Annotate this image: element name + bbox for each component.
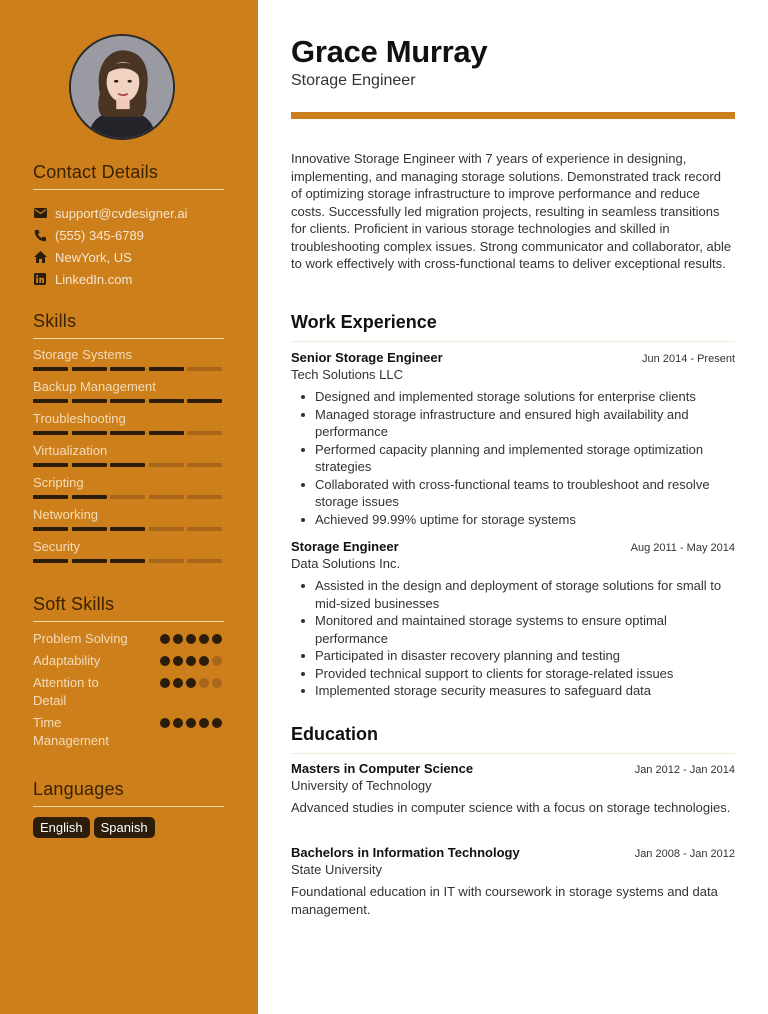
- skill-level-segment: [149, 367, 184, 371]
- contact-section: [33, 162, 224, 290]
- candidate-name: Grace Murray: [291, 34, 488, 69]
- skill-level-segment: [149, 527, 184, 531]
- rating-dot: [212, 634, 222, 644]
- education-entry: [291, 845, 735, 918]
- skill-level-segment: [33, 431, 68, 435]
- profile-summary: Innovative Storage Engineer with 7 years of experience in designing, implementing, and managing storage solutions. Demonstrated track record of optimizing storage infrastructure to improve performance and reduce costs. Successfully led migration projects, resulting in seamless transitions for clients. Proficient in various storage technologies and skilled in troubleshooting complex issues. Strong communicator and collaborator, able to work effectively with cross-functional teams to deliver exceptional results.: [291, 151, 732, 271]
- rating-dot: [199, 678, 209, 688]
- skill-item: [33, 439, 224, 471]
- rating-dot: [212, 718, 222, 728]
- skills-title: Skills: [33, 311, 224, 339]
- skill-level-segment: [110, 559, 145, 563]
- contact-phone-text: (555) 345-6789: [55, 227, 144, 243]
- education-description: Advanced studies in computer science with a focus on storage technologies.: [291, 800, 731, 815]
- contact-location-text: NewYork, US: [55, 249, 132, 265]
- skill-level-bar: [33, 399, 222, 403]
- rating-dot: [199, 718, 209, 728]
- rating-dot: [199, 634, 209, 644]
- skill-level-segment: [110, 527, 145, 531]
- degree-title: Bachelors in Information Technology: [291, 845, 520, 860]
- soft-skill-item: [33, 630, 224, 652]
- job-entry: [291, 350, 735, 528]
- skill-level-segment: [33, 559, 68, 563]
- skill-level-segment: [149, 399, 184, 403]
- skill-name: Virtualization: [33, 443, 108, 458]
- sidebar: [0, 0, 258, 1014]
- skill-level-segment: [187, 367, 222, 371]
- skill-level-bar: [33, 495, 222, 499]
- skill-level-segment: [187, 399, 222, 403]
- skill-name: Scripting: [33, 475, 84, 490]
- skill-level-segment: [187, 431, 222, 435]
- skill-level-segment: [33, 527, 68, 531]
- rating-dot: [212, 656, 222, 666]
- soft-skill-rating: [157, 678, 222, 688]
- soft-skills-list: [33, 630, 224, 754]
- job-company: Tech Solutions LLC: [291, 367, 404, 382]
- job-bullet: Managed storage infrastructure and ensured high availability and performance: [299, 406, 735, 441]
- soft-skill-name: Adaptability: [33, 653, 101, 668]
- skill-item: [33, 535, 224, 567]
- work-experience-title: Work Experience: [291, 312, 735, 342]
- soft-skill-item: [33, 652, 224, 674]
- skill-level-segment: [187, 559, 222, 563]
- languages-section: [33, 779, 224, 838]
- soft-skills-title: Soft Skills: [33, 594, 224, 622]
- job-bullet: Performed capacity planning and implemented storage optimization strategies: [299, 441, 735, 476]
- skill-level-segment: [110, 463, 145, 467]
- skill-name: Networking: [33, 507, 99, 522]
- skill-level-segment: [110, 399, 145, 403]
- soft-skill-rating: [157, 656, 222, 666]
- job-bullet: Collaborated with cross-functional teams to troubleshoot and resolve storage issues: [299, 476, 735, 511]
- rating-dot: [186, 656, 196, 666]
- job-date: Jun 2014 - Present: [642, 353, 735, 365]
- rating-dot: [173, 678, 183, 688]
- skill-level-segment: [72, 431, 107, 435]
- rating-dot: [186, 678, 196, 688]
- phone-icon: [33, 228, 47, 242]
- contact-linkedin-text: LinkedIn.com: [55, 271, 133, 287]
- skill-level-segment: [72, 559, 107, 563]
- job-bullets: [291, 577, 735, 700]
- skill-item: [33, 375, 224, 407]
- rating-dot: [173, 718, 183, 728]
- avatar-icon: [71, 36, 173, 138]
- skill-level-segment: [72, 463, 107, 467]
- rating-dot: [212, 678, 222, 688]
- skill-level-segment: [187, 463, 222, 467]
- skill-level-segment: [110, 495, 145, 499]
- language-badge: Spanish: [94, 817, 155, 838]
- rating-dot: [173, 656, 183, 666]
- job-date: Aug 2011 - May 2014: [630, 542, 735, 554]
- soft-skill-name: Problem Solving: [33, 631, 128, 646]
- rating-dot: [186, 718, 196, 728]
- skills-list: [33, 343, 224, 567]
- job-bullet: Assisted in the design and deployment of storage solutions for small to mid-sized businesses: [299, 577, 735, 612]
- linkedin-icon: [33, 272, 47, 286]
- education-title: Education: [291, 724, 735, 754]
- rating-dot: [160, 656, 170, 666]
- skill-name: Security: [33, 539, 80, 554]
- school-name: University of Technology: [291, 778, 432, 793]
- skill-level-segment: [149, 559, 184, 563]
- job-company: Data Solutions Inc.: [291, 556, 401, 571]
- languages-list: [33, 817, 224, 838]
- job-bullet: Achieved 99.99% uptime for storage systems: [299, 511, 735, 529]
- rating-dot: [199, 656, 209, 666]
- education-description: Foundational education in IT with coursework in storage systems and data management.: [291, 884, 718, 917]
- skill-level-bar: [33, 559, 222, 563]
- rating-dot: [160, 678, 170, 688]
- home-icon: [33, 250, 47, 264]
- skill-level-segment: [149, 431, 184, 435]
- skill-level-bar: [33, 367, 222, 371]
- job-bullet: Implemented storage security measures to safeguard data: [299, 682, 735, 700]
- skill-level-bar: [33, 527, 222, 531]
- rating-dot: [186, 634, 196, 644]
- soft-skills-section: [33, 594, 224, 754]
- skill-name: Troubleshooting: [33, 411, 126, 426]
- contact-phone[interactable]: [33, 224, 224, 246]
- skill-level-segment: [149, 463, 184, 467]
- rating-dot: [160, 634, 170, 644]
- job-entry: [291, 539, 735, 700]
- skill-level-bar: [33, 431, 222, 435]
- skill-name: Backup Management: [33, 379, 156, 394]
- mail-icon: [33, 206, 47, 220]
- skill-level-segment: [33, 495, 68, 499]
- skill-level-segment: [110, 431, 145, 435]
- skill-item: [33, 471, 224, 503]
- header-accent-bar: [291, 112, 735, 119]
- job-bullet: Participated in disaster recovery planning and testing: [299, 647, 735, 665]
- education-date: Jan 2012 - Jan 2014: [634, 764, 735, 776]
- skill-item: [33, 407, 224, 439]
- school-name: State University: [291, 862, 383, 877]
- skill-level-segment: [72, 367, 107, 371]
- soft-skill-name: Attention to Detail: [33, 675, 99, 708]
- job-title: Senior Storage Engineer: [291, 350, 443, 365]
- candidate-role: Storage Engineer: [291, 72, 416, 89]
- job-title: Storage Engineer: [291, 539, 399, 554]
- rating-dot: [160, 718, 170, 728]
- contact-email[interactable]: [33, 202, 224, 224]
- skill-level-segment: [187, 527, 222, 531]
- job-bullet: Provided technical support to clients for storage-related issues: [299, 665, 735, 683]
- soft-skill-name: Time Management: [33, 715, 109, 748]
- education-date: Jan 2008 - Jan 2012: [634, 848, 735, 860]
- soft-skill-rating: [157, 634, 222, 644]
- soft-skill-rating: [157, 718, 222, 728]
- job-bullets: [291, 388, 735, 528]
- soft-skill-item: [33, 674, 224, 714]
- skill-level-segment: [33, 367, 68, 371]
- contact-list: [33, 202, 224, 290]
- education-entry: [291, 761, 735, 817]
- skill-level-segment: [110, 367, 145, 371]
- skill-item: [33, 343, 224, 375]
- languages-title: Languages: [33, 779, 224, 807]
- skill-level-segment: [33, 399, 68, 403]
- job-bullet: Monitored and maintained storage systems to ensure optimal performance: [299, 612, 735, 647]
- contact-location: [33, 246, 224, 268]
- skill-level-segment: [72, 527, 107, 531]
- skill-level-segment: [72, 399, 107, 403]
- skill-level-segment: [187, 495, 222, 499]
- contact-title: Contact Details: [33, 162, 224, 190]
- contact-email-text: support@cvdesigner.ai: [55, 205, 188, 221]
- profile-photo: [69, 34, 175, 140]
- contact-linkedin[interactable]: [33, 268, 224, 290]
- skill-item: [33, 503, 224, 535]
- soft-skill-item: [33, 714, 224, 754]
- skill-level-segment: [33, 463, 68, 467]
- job-bullet: Designed and implemented storage solutions for enterprise clients: [299, 388, 735, 406]
- degree-title: Masters in Computer Science: [291, 761, 474, 776]
- skill-level-bar: [33, 463, 222, 467]
- language-badge: English: [33, 817, 90, 838]
- skill-name: Storage Systems: [33, 347, 132, 362]
- skills-section: [33, 311, 224, 567]
- rating-dot: [173, 634, 183, 644]
- skill-level-segment: [72, 495, 107, 499]
- skill-level-segment: [149, 495, 184, 499]
